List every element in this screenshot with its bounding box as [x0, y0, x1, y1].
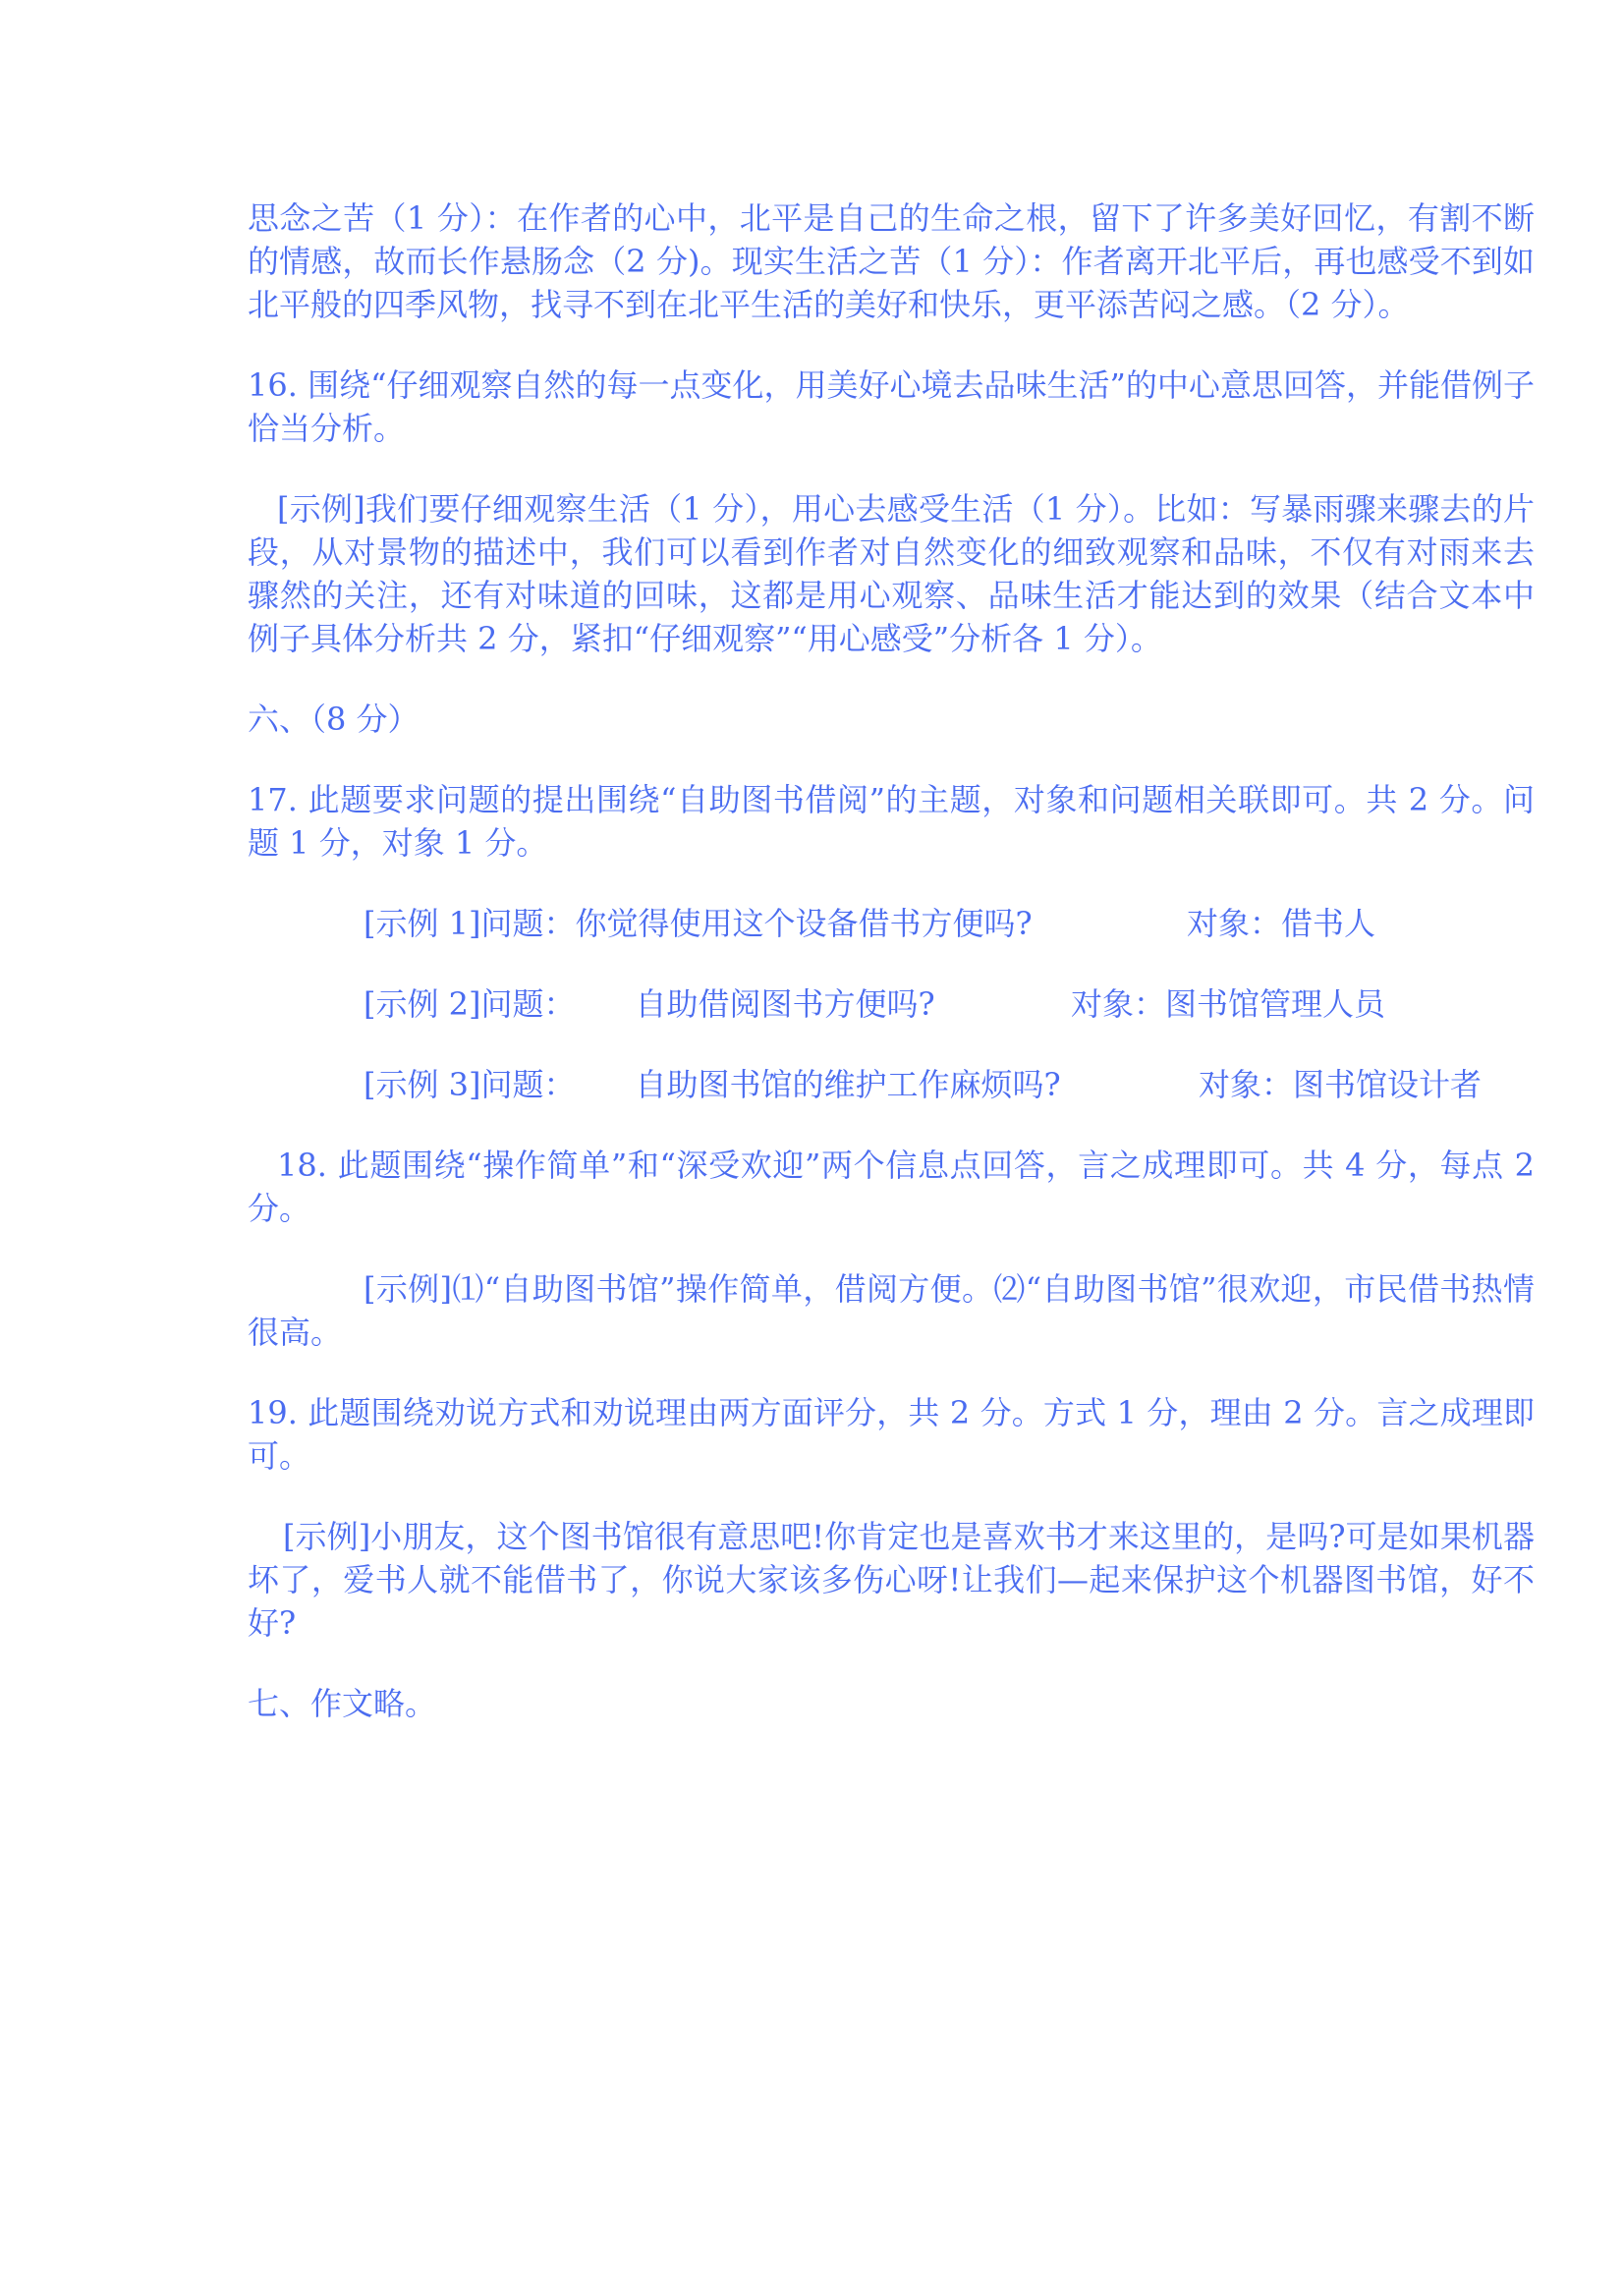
- example-question: [示例 1]问题：你觉得使用这个设备借书方便吗?: [364, 905, 1033, 942]
- question-16-answer: 16. 围绕“仔细观察自然的每一点变化，用美好心境去品味生活”的中心意思回答，并能借例子恰当分析。: [248, 366, 1535, 447]
- question-18-answer: 18. 此题围绕“操作简单”和“深受欢迎”两个信息点回答，言之成理即可。共 4 分，每点 2 分。: [248, 1147, 1535, 1227]
- example-target: 对象：借书人: [1187, 905, 1376, 942]
- section-6-heading: 六、（8 分）: [248, 700, 420, 738]
- answer-content: [248, 196, 1535, 1763]
- section-7-heading: 七、作文略。: [248, 1685, 437, 1722]
- question-17-example-2: [248, 982, 1535, 1026]
- example-target: 对象：图书馆设计者: [1199, 1066, 1483, 1103]
- question-19-answer: 19. 此题围绕劝说方式和劝说理由两方面评分，共 2 分。方式 1 分，理由 2 分。言之成理即可。: [248, 1394, 1535, 1475]
- question-18-example: [示例]⑴“自助图书馆”操作简单，借阅方便。⑵“自助图书馆”很欢迎，市民借书热情很高。: [248, 1270, 1535, 1351]
- example-question: [示例 2]问题： 自助借阅图书方便吗?: [364, 985, 935, 1023]
- example-target: 对象：图书馆管理人员: [1071, 985, 1386, 1023]
- example-question: [示例 3]问题： 自助图书馆的维护工作麻烦吗?: [364, 1066, 1061, 1103]
- question-19-example: [示例]小朋友，这个图书馆很有意思吧!你肯定也是喜欢书才来这里的，是吗?可是如果机器坏了，爱书人就不能借书了，你说大家该多伤心呀!让我们—起来保护这个机器图书馆，好不好?: [248, 1518, 1535, 1642]
- question-17-answer: 17. 此题要求问题的提出围绕“自助图书借阅”的主题，对象和问题相关联即可。共 2 分。问题 1 分，对象 1 分。: [248, 781, 1535, 862]
- question-17-example-3: [248, 1063, 1535, 1106]
- question-16-example: [示例]我们要仔细观察生活（1 分），用心去感受生活（1 分）。比如：写暴雨骤来骤去的片段，从对景物的描述中，我们可以看到作者对自然变化的细致观察和品味，不仅有对雨来去骤然的关注，还有对味道的回味，这都是用心观察、品味生活才能达到的效果（结合文本中例子具体分析共 2 分，紧扣“仔细观察”“用心感受”分析各 1 分）。: [248, 490, 1535, 657]
- question-17-example-1: [248, 902, 1535, 945]
- answer-paragraph-15: 思念之苦（1 分）：在作者的心中，北平是自己的生命之根，留下了许多美好回忆，有割不断的情感，故而长作悬肠念（2 分)。现实生活之苦（1 分）：作者离开北平后，再也感受不到如北平般的四季风物，找寻不到在北平生活的美好和快乐，更平添苦闷之感。（2 分）。: [248, 199, 1535, 323]
